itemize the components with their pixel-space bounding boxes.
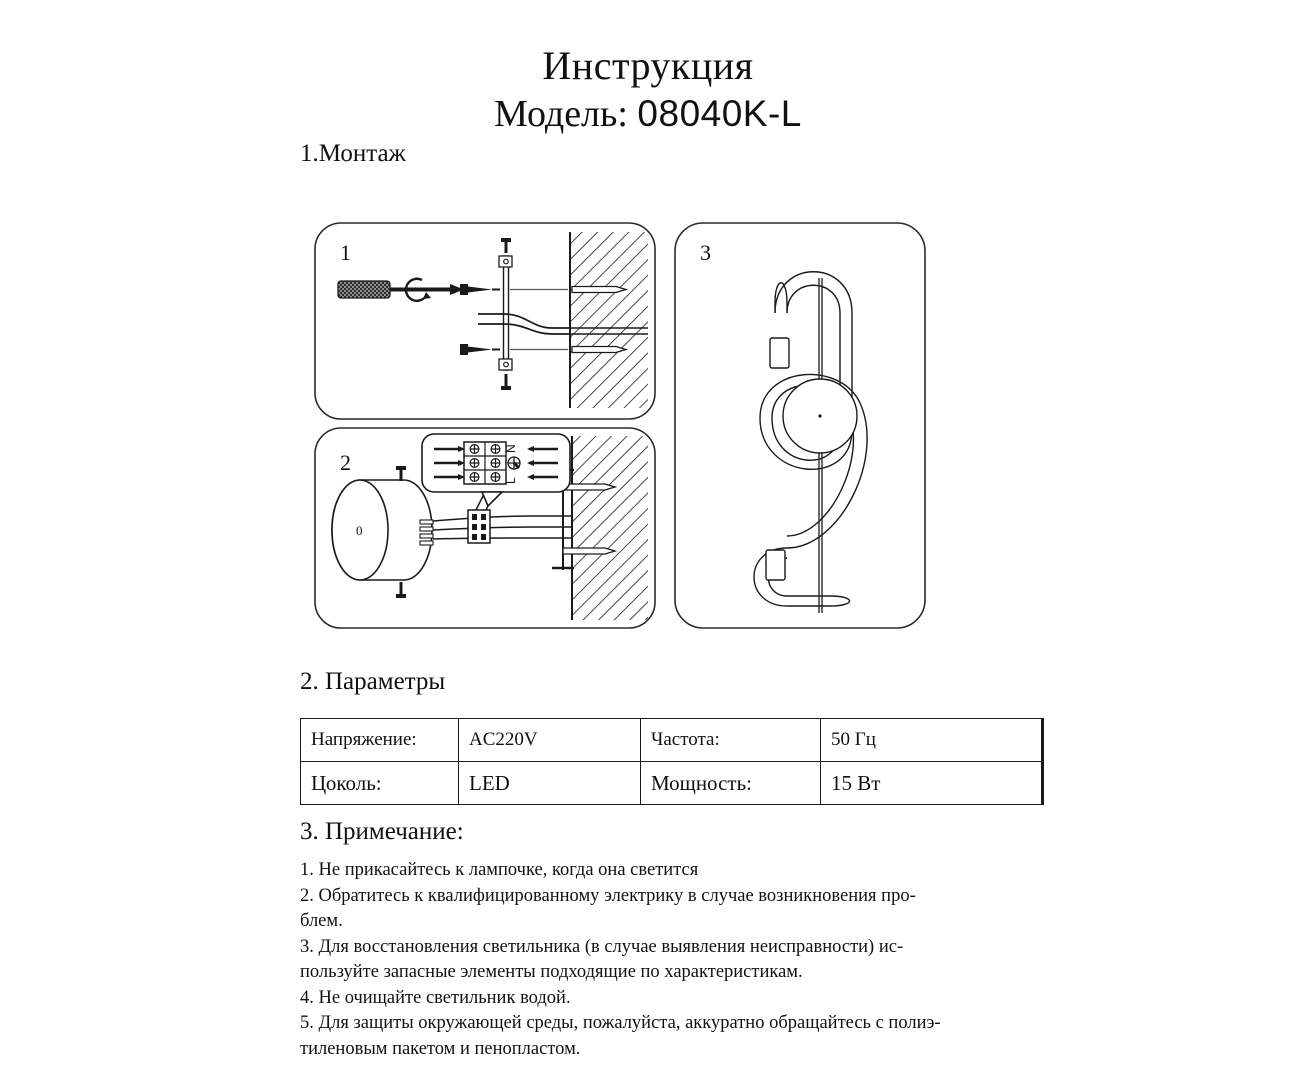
- param-power-value: 15 Вт: [821, 762, 1043, 805]
- page-title: Инструкция: [542, 43, 754, 88]
- section-heading-parameters: 2. Параметры: [300, 668, 446, 695]
- tube-connector-top: [770, 338, 789, 368]
- earth-symbol-icon: [508, 457, 520, 469]
- terminal-label-l: L: [504, 477, 518, 484]
- lamp-base: [332, 480, 433, 580]
- diagram-panel-1: [315, 223, 655, 419]
- param-socket-label: Цоколь:: [301, 762, 459, 805]
- param-frequency-value: 50 Гц: [821, 719, 1043, 762]
- table-row: [301, 719, 1043, 762]
- base-center-hole: 0: [356, 523, 363, 538]
- param-voltage-label: Напряжение:: [301, 719, 459, 762]
- diagram-panel-3: [675, 223, 925, 628]
- note-line: 3. Для восстановления светильника (в случае выявления неисправности) ис-: [300, 936, 904, 957]
- param-voltage-value: AC220V: [459, 719, 641, 762]
- tube-connector-bottom: [766, 550, 785, 580]
- panel-1-number: 1: [340, 240, 351, 265]
- lamp-round-base: [783, 379, 857, 453]
- table-row: [301, 762, 1043, 805]
- section-heading-install: 1.Монтаж: [300, 140, 406, 167]
- model-code: 08040K-L: [637, 93, 802, 134]
- parameters-table: [300, 718, 1044, 805]
- param-frequency-label: Частота:: [641, 719, 821, 762]
- diagram-panel-2: [315, 428, 655, 628]
- note-line: пользуйте запасные элементы подходящие по характеристикам.: [300, 962, 803, 982]
- note-line: тиленовым пакетом и пенопластом.: [300, 1038, 581, 1059]
- panel-2-number: 2: [340, 450, 351, 475]
- model-line: [0, 92, 1296, 136]
- installation-diagram: [300, 218, 940, 633]
- param-power-label: Мощность:: [641, 762, 821, 805]
- note-line: 4. Не очищайте светильник водой.: [300, 987, 571, 1008]
- note-line: 5. Для защиты окружающей среды, пожалуйста, аккуратно обращайтесь с полиэ-: [300, 1013, 941, 1033]
- note-line: 1. Не прикасайтесь к лампочке, когда она светится: [300, 860, 699, 880]
- note-line: 2. Обратитесь к квалифицированному электрику в случае возникновения про-: [300, 885, 916, 906]
- panel-3-number: 3: [700, 240, 711, 265]
- param-socket-value: LED: [459, 762, 641, 805]
- wire-connector: [468, 510, 490, 543]
- notes-list: [300, 858, 960, 1062]
- section-heading-notes: 3. Примечание:: [300, 818, 464, 845]
- note-line: блем.: [300, 911, 343, 931]
- terminal-label-n: N: [504, 444, 518, 453]
- model-label: Модель:: [494, 93, 628, 135]
